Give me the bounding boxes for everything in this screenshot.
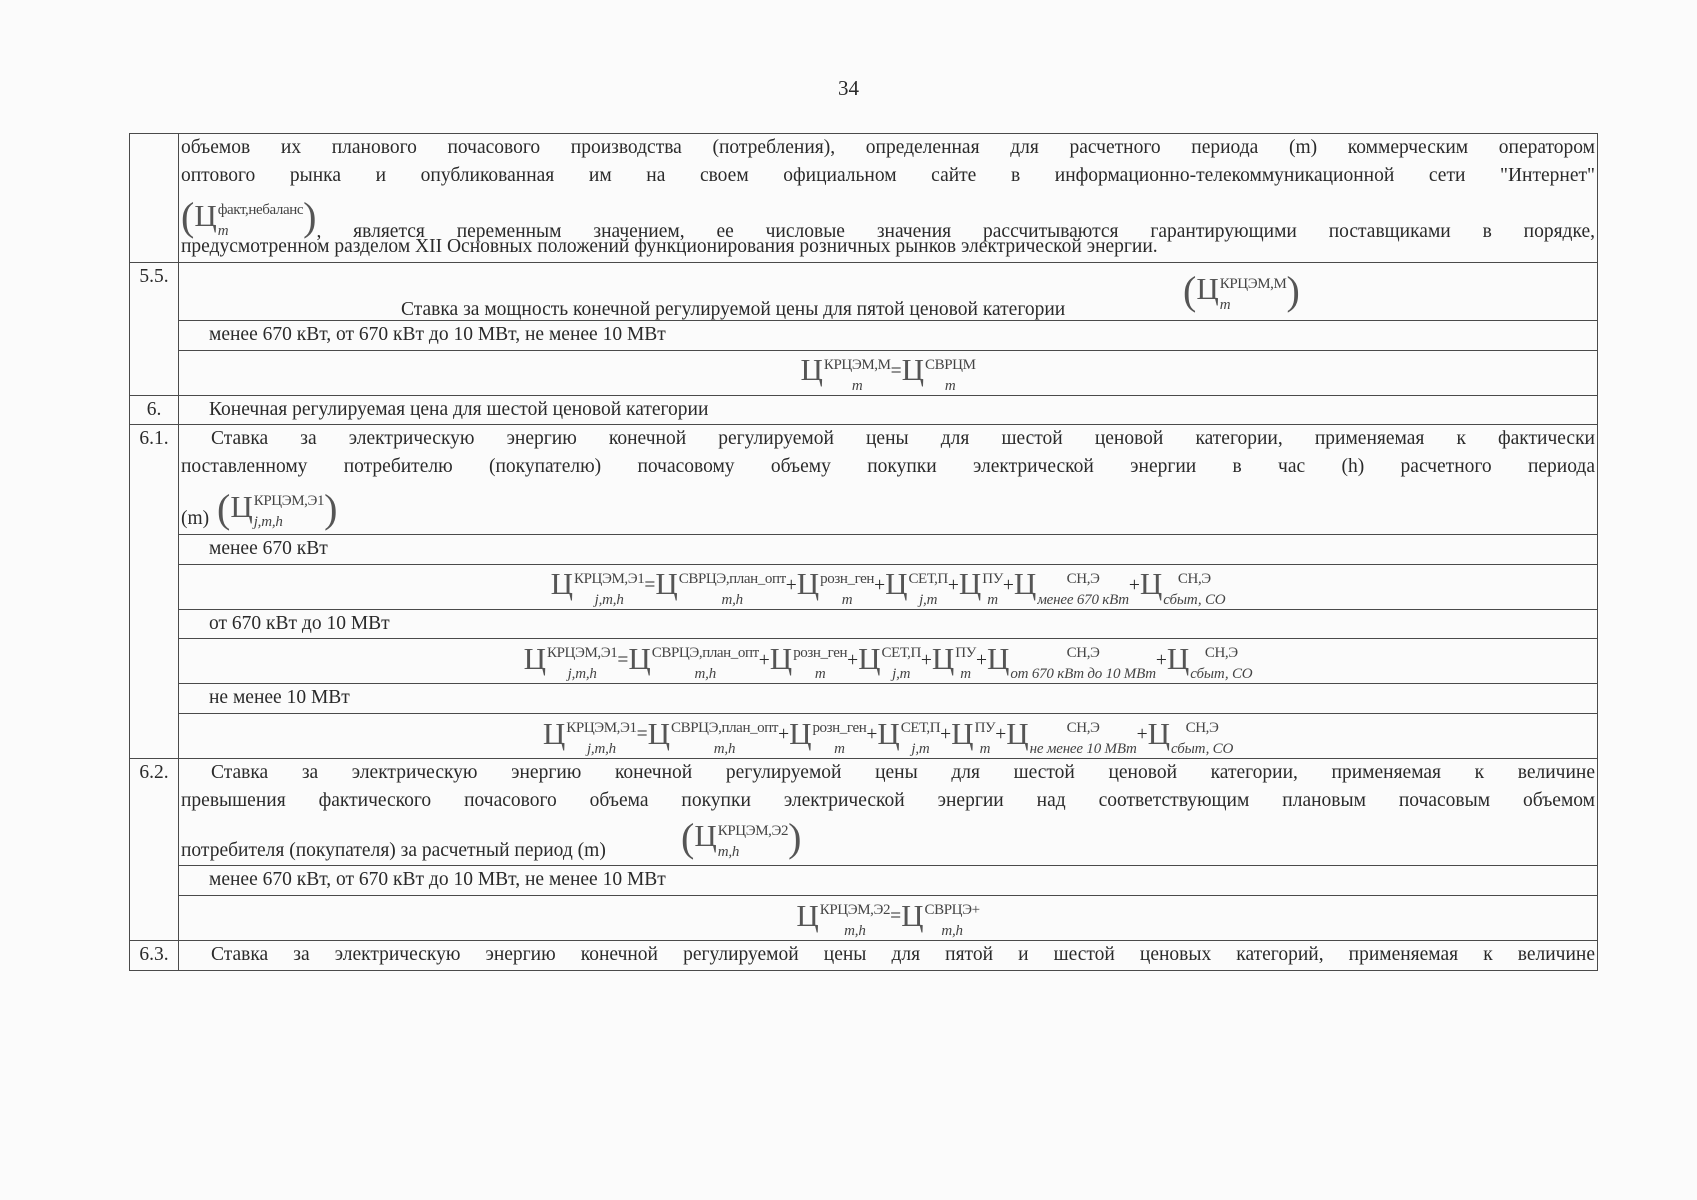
formula-cell <box>179 639 1598 684</box>
row-number: 6.3. <box>130 940 179 970</box>
table-row <box>130 713 1598 758</box>
formula-subscript: m,h <box>844 923 866 940</box>
formula-subscript: сбыт, СО <box>1163 591 1226 608</box>
formula-subscript: j,m,h <box>567 666 597 683</box>
formula-term: Ц СН,Э сбыт, СО <box>1166 640 1253 683</box>
formula-superscript: СВРЦЭ,план_опт <box>678 570 786 587</box>
row-number: 6. <box>130 395 179 425</box>
row-body <box>179 425 1598 534</box>
row-body <box>179 758 1598 865</box>
row-number: 6.2. <box>130 758 179 940</box>
paragraph-line: Ставка за электрическую энергию конечной регулируемой цены для пятой и шестой ценовых категорий, применяемая к величине <box>179 940 1598 970</box>
table-row <box>130 263 1598 321</box>
formula-operator: + <box>975 649 987 671</box>
table-row <box>130 758 1598 865</box>
category-label: не менее 10 МВт <box>179 684 1598 714</box>
paragraph-line: превышения фактического почасового объема покупки электрической энергии над соответствующим плановым почасовым объемом <box>181 789 1595 811</box>
formula-superscript: ПУ <box>974 720 996 737</box>
paragraph-line: Ставка за электрическую энергию конечной регулируемой цены для шестой ценовой категории, применяемая к величине <box>211 761 1595 783</box>
formula-operator: + <box>920 649 932 671</box>
paragraph-text: потребителя (покупателя) за расчетный период (m) <box>181 839 606 861</box>
formula-operator: + <box>947 574 959 596</box>
table-row <box>130 395 1598 425</box>
formula-symbol: Ц КРЦЭМ,Э2 m,h <box>694 818 789 860</box>
paragraph-line: объемов их планового почасового производства (потребления), определенная для расчетного периода (m) коммерческим оператором <box>181 137 1595 158</box>
formula-superscript: СН,Э <box>1185 720 1219 737</box>
formula-term: Ц СЕТ,П j,m <box>885 566 948 608</box>
formula-superscript: розн_ген <box>793 645 848 662</box>
formula-subscript: m,h <box>721 591 743 608</box>
table-row <box>130 866 1598 896</box>
formula-superscript: СН,Э <box>1066 720 1100 737</box>
formula-superscript: КРЦЭМ,Э1 <box>566 720 637 737</box>
formula-subscript: j,m,h <box>586 741 616 758</box>
formula-operator: + <box>866 724 878 746</box>
formula-subscript: m <box>841 591 853 608</box>
row-body: Ставка за мощность конечной регулируемой цены для пятой ценовой категории (Ц КРЦЭМ,М m ) <box>179 263 1598 321</box>
category-label: менее 670 кВт <box>179 534 1598 564</box>
formula-term: Ц КРЦЭМ,Э1 j,m,h <box>542 715 637 758</box>
section-title: Конечная регулируемая цена для шестой ценовой категории <box>179 395 1598 425</box>
table-row <box>130 639 1598 684</box>
table-row <box>130 425 1598 534</box>
table-row <box>130 321 1598 351</box>
formula-superscript: СН,Э <box>1066 570 1100 587</box>
formula-term: Ц СН,Э менее 670 кВт <box>1013 566 1129 608</box>
formula-superscript: КРЦЭМ,Э2 <box>819 902 891 919</box>
paragraph-text: (m) <box>181 508 210 530</box>
formula-subscript: m,h <box>941 923 963 940</box>
formula-operator: + <box>1136 724 1148 746</box>
paragraph-line: предусмотренном разделом XII Основных положений функционирования розничных рынков электрической энергии. <box>181 236 1158 258</box>
formula-term: Ц СВРЦЭ,план_опт m,h <box>647 715 779 758</box>
formula-cell <box>179 895 1598 940</box>
formula-term: Ц СН,Э сбыт, СО <box>1147 715 1234 758</box>
formula-term: Ц СВРЦЭ+ m,h <box>901 897 980 940</box>
close-paren: ) <box>303 194 317 240</box>
table-row <box>130 564 1598 609</box>
formula-term: Ц ПУ m <box>951 715 996 758</box>
formula-operator: + <box>874 574 886 596</box>
row-number: 5.5. <box>130 263 179 396</box>
formula-operator: + <box>847 649 859 671</box>
table-row <box>130 684 1598 714</box>
paragraph-line: Ставка за электрическую энергию конечной регулируемой цены для шестой ценовой категории, применяемая к фактически <box>211 428 1595 450</box>
formula-subscript: m <box>979 741 991 758</box>
formula-operator: + <box>758 649 770 671</box>
formula-operator: = <box>636 724 648 746</box>
row-body <box>179 134 1598 263</box>
formula-superscript: КРЦЭМ,М <box>823 357 891 374</box>
formula-term: Ц СЕТ,П j,m <box>877 715 941 758</box>
formula-superscript: КРЦЭМ,Э1 <box>573 570 645 587</box>
formula-term: Ц ПУ m <box>931 640 976 683</box>
table-row <box>130 609 1598 639</box>
formula-operator: + <box>1002 574 1014 596</box>
formula-term: Ц СВРЦМ m <box>901 352 976 395</box>
formula-superscript: розн_ген <box>820 570 875 587</box>
formula-operator: + <box>1128 574 1140 596</box>
formula-subscript: m,h <box>694 666 717 683</box>
formula-cell <box>179 564 1598 609</box>
section-title: Ставка за мощность конечной регулируемой цены для пятой ценовой категории <box>401 299 1066 321</box>
formula-term: Ц СЕТ,П j,m <box>858 640 921 683</box>
formula-superscript: СЕТ,П <box>908 570 948 587</box>
formula-term: Ц СН,Э не менее 10 МВт <box>1006 715 1137 758</box>
paragraph-line: поставленному потребителю (покупателю) почасовому объему покупки электрической энергии в час (h) расчетного периода <box>181 456 1595 478</box>
formula-operator: = <box>890 906 902 928</box>
formula-operator: + <box>778 724 790 746</box>
formula <box>796 897 980 940</box>
page-number: 34 <box>838 76 859 100</box>
paragraph-text: , является переменным значением, ее числовые значения рассчитываются гарантирующими поставщиками в порядке, <box>316 221 1595 243</box>
formula-term: Ц СН,Э от 670 кВт до 10 МВт <box>986 640 1156 683</box>
formula-subscript: m <box>851 378 863 395</box>
formula-subscript: m,h <box>713 741 736 758</box>
formula-superscript: ПУ <box>955 645 976 662</box>
formula-subscript: j,m <box>919 591 938 608</box>
formula-superscript: СН,Э <box>1204 645 1238 662</box>
formula-subscript: от 670 кВт до 10 МВт <box>1010 666 1156 683</box>
price-table <box>129 133 1598 971</box>
paragraph-line-with-symbol: (m) (Ц КРЦЭМ,Э1 j,m,h ) <box>181 485 338 531</box>
formula-subscript: j,m <box>911 741 930 758</box>
paragraph-line: оптового рынка и опубликованная им на своем официальном сайте в информационно-телекоммуникационной сети "Интернет" <box>181 164 1595 186</box>
formula-operator: + <box>785 574 797 596</box>
table-row <box>130 895 1598 940</box>
table-row <box>130 534 1598 564</box>
formula-superscript: СН,Э <box>1177 570 1211 587</box>
formula-subscript: m <box>814 666 826 683</box>
formula-superscript: СН,Э <box>1066 645 1100 662</box>
formula-term: Ц ПУ m <box>958 566 1003 608</box>
formula <box>800 352 976 395</box>
category-label: менее 670 кВт, от 670 кВт до 10 МВт, не менее 10 МВт <box>179 321 1598 351</box>
formula-term: Ц СВРЦЭ,план_опт m,h <box>655 566 786 608</box>
formula-subscript: сбыт, СО <box>1171 741 1234 758</box>
formula-subscript: j,m <box>892 666 911 683</box>
paragraph-line-with-symbol: потребителя (покупателя) за расчетный период (m) (Ц КРЦЭМ,Э2 m,h ) <box>181 814 1595 864</box>
formula-operator: + <box>1155 649 1167 671</box>
formula-superscript: СЕТ,П <box>900 720 941 737</box>
formula-term: Ц СВРЦЭ,план_опт m,h <box>628 640 759 683</box>
table-row <box>130 350 1598 395</box>
formula-term: Ц розн_ген m <box>796 566 875 608</box>
formula-superscript: СЕТ,П <box>881 645 921 662</box>
formula-cell <box>179 350 1598 395</box>
formula-symbol: Ц факт,небаланс m <box>194 197 304 240</box>
row-number-cell <box>130 134 179 263</box>
formula-operator: = <box>890 361 902 383</box>
formula-term: Ц СН,Э сбыт, СО <box>1139 566 1226 608</box>
formula-subscript: j,m,h <box>594 591 624 608</box>
formula-subscript: сбыт, СО <box>1190 666 1253 683</box>
formula-superscript: СВРЦЭ,план_опт <box>651 645 759 662</box>
formula-superscript: КРЦЭМ,Э1 <box>547 645 618 662</box>
category-label: менее 670 кВт, от 670 кВт до 10 МВт, не менее 10 МВт <box>179 866 1598 896</box>
paragraph-line-with-symbol <box>181 189 1595 243</box>
formula-term: Ц КРЦЭМ,М m <box>800 352 891 395</box>
formula <box>523 640 1253 683</box>
formula-term: Ц КРЦЭМ,Э2 m,h <box>796 897 891 940</box>
formula-subscript: не менее 10 МВт <box>1029 741 1137 758</box>
formula-symbol: Ц КРЦЭМ,Э1 j,m,h <box>230 488 325 531</box>
formula-operator: + <box>940 724 952 746</box>
formula-subscript: менее 670 кВт <box>1037 591 1129 608</box>
formula-symbol: Ц КРЦЭМ,М m <box>1196 271 1287 313</box>
formula-superscript: СВРЦМ <box>924 357 976 374</box>
formula-cell <box>179 713 1598 758</box>
formula-term: Ц розн_ген m <box>769 640 848 683</box>
table-row <box>130 134 1598 263</box>
formula-subscript: m <box>987 591 998 608</box>
formula-superscript: розн_ген <box>812 720 867 737</box>
formula-term: Ц КРЦЭМ,Э1 j,m,h <box>523 640 618 683</box>
open-paren: ( <box>181 194 195 240</box>
formula-operator: = <box>644 574 656 596</box>
formula-subscript: m <box>960 666 971 683</box>
formula-operator: = <box>617 649 629 671</box>
formula-term: Ц розн_ген m <box>789 715 867 758</box>
formula-subscript: m <box>944 378 956 395</box>
formula-superscript: ПУ <box>982 570 1003 587</box>
formula <box>550 566 1226 608</box>
row-number: 6.1. <box>130 425 179 758</box>
table-row <box>130 940 1598 970</box>
formula-operator: + <box>995 724 1007 746</box>
formula-superscript: СВРЦЭ,план_опт <box>671 720 779 737</box>
formula-superscript: СВРЦЭ+ <box>924 902 980 919</box>
formula-subscript: m <box>834 741 845 758</box>
category-label: от 670 кВт до 10 МВт <box>179 609 1598 639</box>
formula-term: Ц КРЦЭМ,Э1 j,m,h <box>550 566 645 608</box>
formula <box>542 715 1234 758</box>
